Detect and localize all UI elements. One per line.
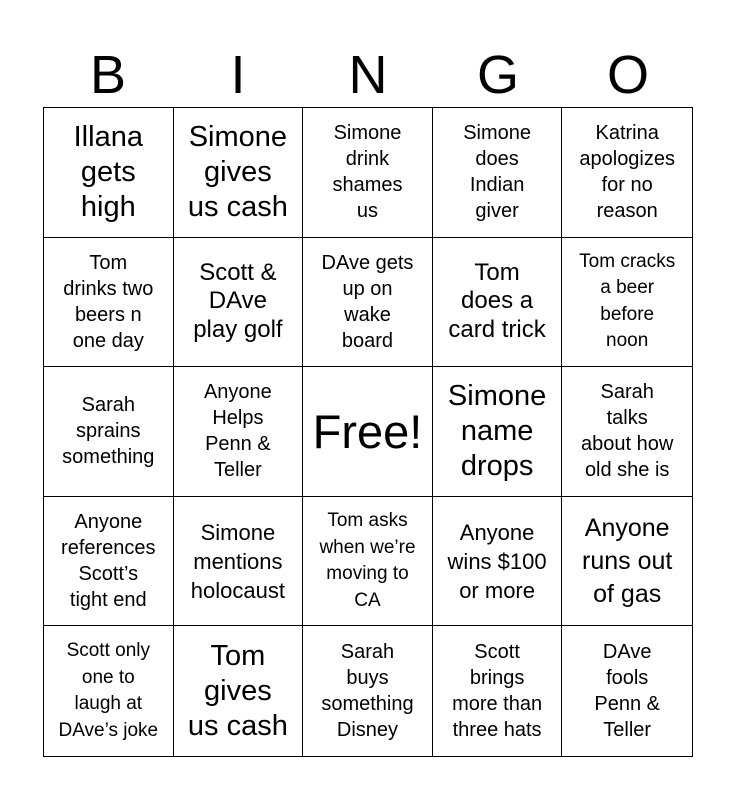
bingo-cell <box>303 108 433 238</box>
bingo-cell <box>44 497 174 627</box>
bingo-cell <box>44 238 174 368</box>
bingo-cell <box>174 497 304 627</box>
bingo-cell <box>303 497 433 627</box>
bingo-cell <box>562 497 692 627</box>
cell-text: Scott only one to laugh at DAve’s joke <box>58 640 159 741</box>
bingo-cell <box>562 367 692 497</box>
bingo-cell <box>433 108 563 238</box>
bingo-cell <box>562 626 692 756</box>
cell-text: Anyone runs out of gas <box>582 513 673 608</box>
cell-text: Sarah buys something Disney <box>321 641 414 742</box>
header-letter-i: I <box>230 45 246 105</box>
cell-text: Tom gives us cash <box>187 640 288 742</box>
bingo-cell <box>433 497 563 627</box>
bingo-board <box>43 107 693 757</box>
cell-text: DAve gets up on wake board <box>321 251 414 352</box>
cell-text: Anyone wins $100 or more <box>447 519 547 603</box>
header-letter-n: N <box>348 45 388 105</box>
cell-text: Simone drink shames us <box>332 122 403 223</box>
cell-text: Tom asks when we’re moving to CA <box>319 509 416 611</box>
free-space <box>303 367 433 497</box>
bingo-cell <box>433 367 563 497</box>
bingo-cell <box>174 108 304 238</box>
bingo-header <box>43 44 693 106</box>
cell-text: Scott brings more than three hats <box>452 641 543 742</box>
header-letter-o: O <box>606 45 649 105</box>
bingo-cell <box>174 238 304 368</box>
cell-text: Simone name drops <box>447 380 547 482</box>
cell-text: Tom drinks two beers n one day <box>63 251 154 352</box>
bingo-cell <box>562 238 692 368</box>
cell-text: Sarah talks about how old she is <box>581 381 674 482</box>
cell-text: Tom cracks a beer before noon <box>579 250 676 352</box>
bingo-cell <box>44 367 174 497</box>
bingo-cell <box>174 626 304 756</box>
bingo-cell <box>174 367 304 497</box>
bingo-cell <box>303 238 433 368</box>
bingo-cell <box>562 108 692 238</box>
cell-text: Simone does Indian giver <box>463 122 531 223</box>
bingo-cell <box>433 626 563 756</box>
header-letter-g: G <box>476 45 519 105</box>
cell-text: Anyone references Scott’s tight end <box>61 511 156 612</box>
cell-text: Simone mentions holocaust <box>190 519 285 603</box>
free-space-label: Free! <box>312 404 423 458</box>
cell-text: Sarah sprains something <box>62 394 155 469</box>
header-letter-b: B <box>89 45 127 105</box>
cell-text: Illana gets high <box>73 121 143 223</box>
cell-text: DAve fools Penn & Teller <box>594 641 660 742</box>
cell-text: Katrina apologizes for no reason <box>579 122 675 223</box>
cell-text: Scott & DAve play golf <box>193 258 283 344</box>
bingo-cell <box>303 626 433 756</box>
bingo-cell <box>433 238 563 368</box>
cell-text: Anyone Helps Penn & Teller <box>203 381 272 482</box>
bingo-cell <box>44 108 174 238</box>
cell-text: Simone gives us cash <box>187 121 288 223</box>
cell-text: Tom does a card trick <box>448 258 546 344</box>
bingo-cell <box>44 626 174 756</box>
